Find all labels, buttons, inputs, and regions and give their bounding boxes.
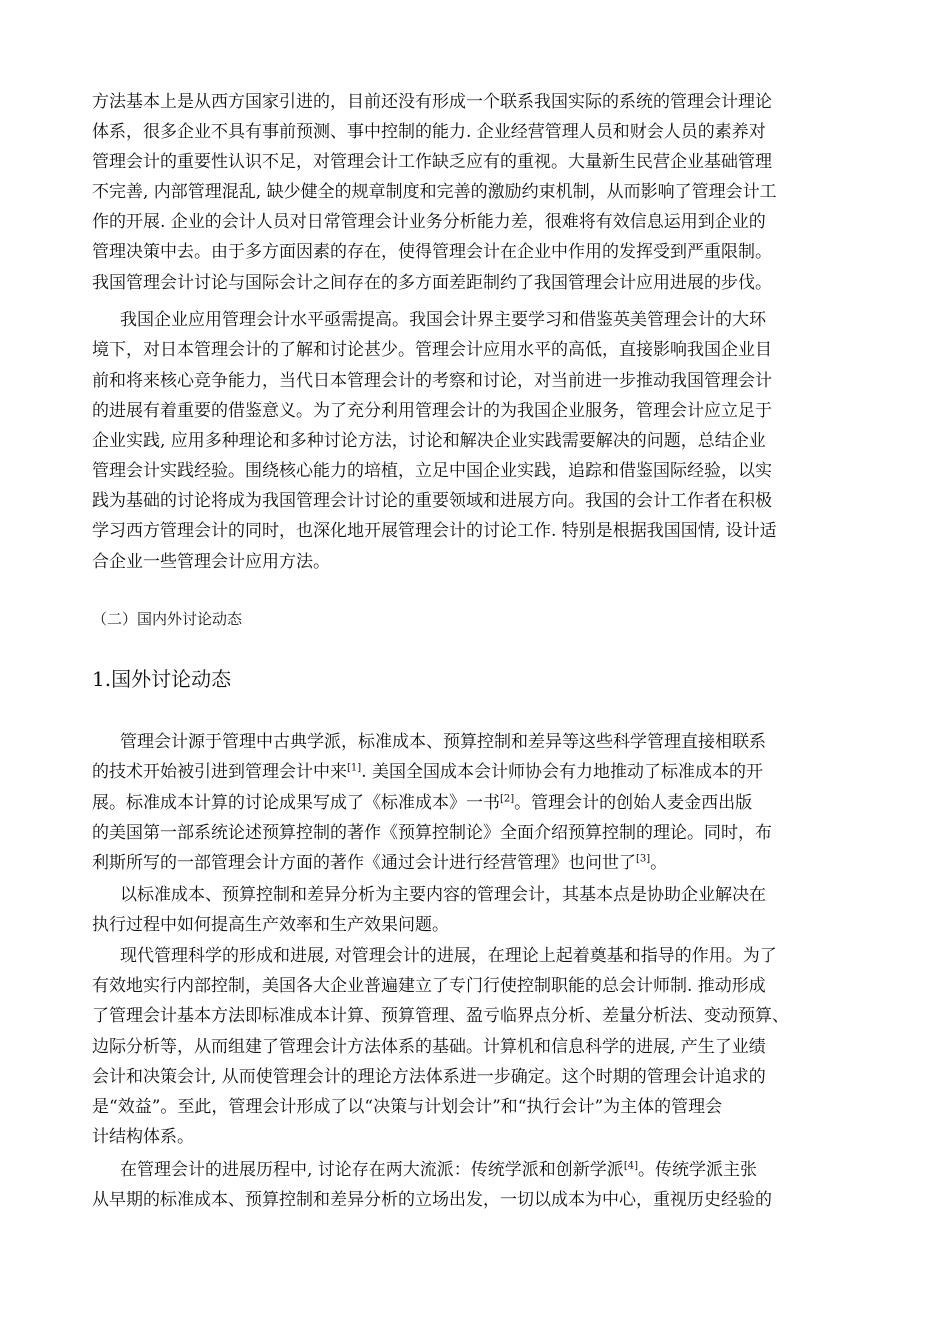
text-run: 的技术开始被引进到管理会计中来 [92,762,347,782]
text-line: 前和将来核心竞争能力，当代日本管理会计的考察和讨论，对当前进一步推动我国管理会计 [92,371,772,391]
text-line: 企业实践, 应用多种理论和多种讨论方法，讨论和解决企业实践需要解决的问题，总结企业 [92,431,766,451]
citation-ref: [4] [623,1160,638,1172]
text-line: 以标准成本、预算控制和差异分析为主要内容的管理会计，其基本点是协助企业解决在 [120,885,766,905]
text-run: . 美国全国成本会计师协会有力地推动了标准成本的开 [361,762,763,782]
text-run: 。传统学派主张 [637,1160,757,1180]
text-line: 境下，对日本管理会计的了解和讨论甚少。管理会计应用水平的高低，直接影响我国企业目 [92,340,772,360]
text-line: 边际分析等，从而组建了管理会计方法体系的基础。计算机和信息科学的进展, 产生了业绩 [92,1037,766,1057]
text-line: 践为基础的讨论将成为我国管理会计讨论的重要领域和进展方向。我国的会计工作者在积极 [92,491,772,511]
text-line: 体系，很多企业不具有事前预测、事中控制的能力. 企业经营管理人员和财会人员的素养对 [92,122,766,142]
citation-ref: [1] [347,762,362,774]
text-run: 利斯所写的一部管理会计方面的著作《通过会计进行经营管理》也问世了 [92,853,636,873]
text-run: 。 [650,853,668,873]
text-line: 学习西方管理会计的同时，也深化地开展管理会计的讨论工作. 特别是根据我国国情, 设计适 [92,521,777,541]
text-line: 不完善, 内部管理混乱, 缺少健全的规章制度和完善的激励约束机制，从而影响了管理会计工 [92,182,777,202]
section-subheading: （二）国内外讨论动态 [92,610,243,628]
text-line [120,1159,872,1181]
citation-ref: [2] [500,793,515,805]
text-run: 展。标准成本计算的讨论成果写成了《标准成本》一书 [92,793,500,813]
text-line [92,761,872,783]
text-line: 计结构体系。 [92,1127,194,1147]
text-line: 管理会计实践经验。围绕核心能力的培植，立足中国企业实践，追踪和借鉴国际经验，以实 [92,461,772,481]
text-line: 从早期的标准成本、预算控制和差异分析的立场出发，一切以成本为中心，重视历史经验的 [92,1190,772,1210]
citation-ref: [3] [636,853,651,865]
text-line: 管理会计的重要性认识不足，对管理会计工作缺乏应有的重视。大量新生民营企业基础管理 [92,152,772,172]
text-line: 方法基本上是从西方国家引进的，目前还没有形成一个联系我国实际的系统的管理会计理论 [92,92,772,112]
text-line: 现代管理科学的形成和进展, 对管理会计的进展，在理论上起着奠基和指导的作用。为了 [120,946,777,966]
text-line [92,792,872,814]
text-line: 了管理会计基本方法即标准成本计算、预算管理、盈亏临界点分析、差量分析法、变动预算、 [92,1006,789,1026]
text-line: 有效地实行内部控制，美国各大企业普遍建立了专门行使控制职能的总会计师制. 推动形成 [92,976,766,996]
text-line: 的进展有着重要的借鉴意义。为了充分利用管理会计的为我国企业服务，管理会计应立足于 [92,401,772,421]
text-run: 在管理会计的进展历程中, 讨论存在两大流派：传统学派和创新学派 [120,1160,624,1180]
text-line: 管理决策中去。由于多方面因素的存在，使得管理会计在企业中作用的发挥受到严重限制。 [92,242,772,262]
text-line: 会计和决策会计, 从而使管理会计的理论方法体系进一步确定。这个时期的管理会计追求的 [92,1067,766,1087]
text-line: 我国管理会计讨论与国际会计之间存在的多方面差距制约了我国管理会计应用进展的步伐。 [92,273,772,293]
text-line: 合企业一些管理会计应用方法。 [92,552,330,572]
text-line: 是“效益”。至此，管理会计形成了以“决策与计划会计”和“执行会计”为主体的管理会 [92,1097,723,1117]
text-line [92,852,872,874]
text-run: 。管理会计的创始人麦金西出版 [514,793,753,813]
text-line: 的美国第一部系统论述预算控制的著作《预算控制论》全面介绍预算控制的理论。同时，布 [92,823,772,843]
text-line: 执行过程中如何提高生产效率和生产效果问题。 [92,915,449,935]
text-line: 管理会计源于管理中古典学派，标准成本、预算控制和差异等这些科学管理直接相联系 [120,732,766,752]
section-heading: 1.国外讨论动态 [92,667,232,691]
text-line: 作的开展. 企业的会计人员对日常管理会计业务分析能力差，很难将有效信息运用到企业的 [92,212,766,232]
text-line: 我国企业应用管理会计水平亟需提高。我国会计界主要学习和借鉴英美管理会计的大环 [120,310,766,330]
